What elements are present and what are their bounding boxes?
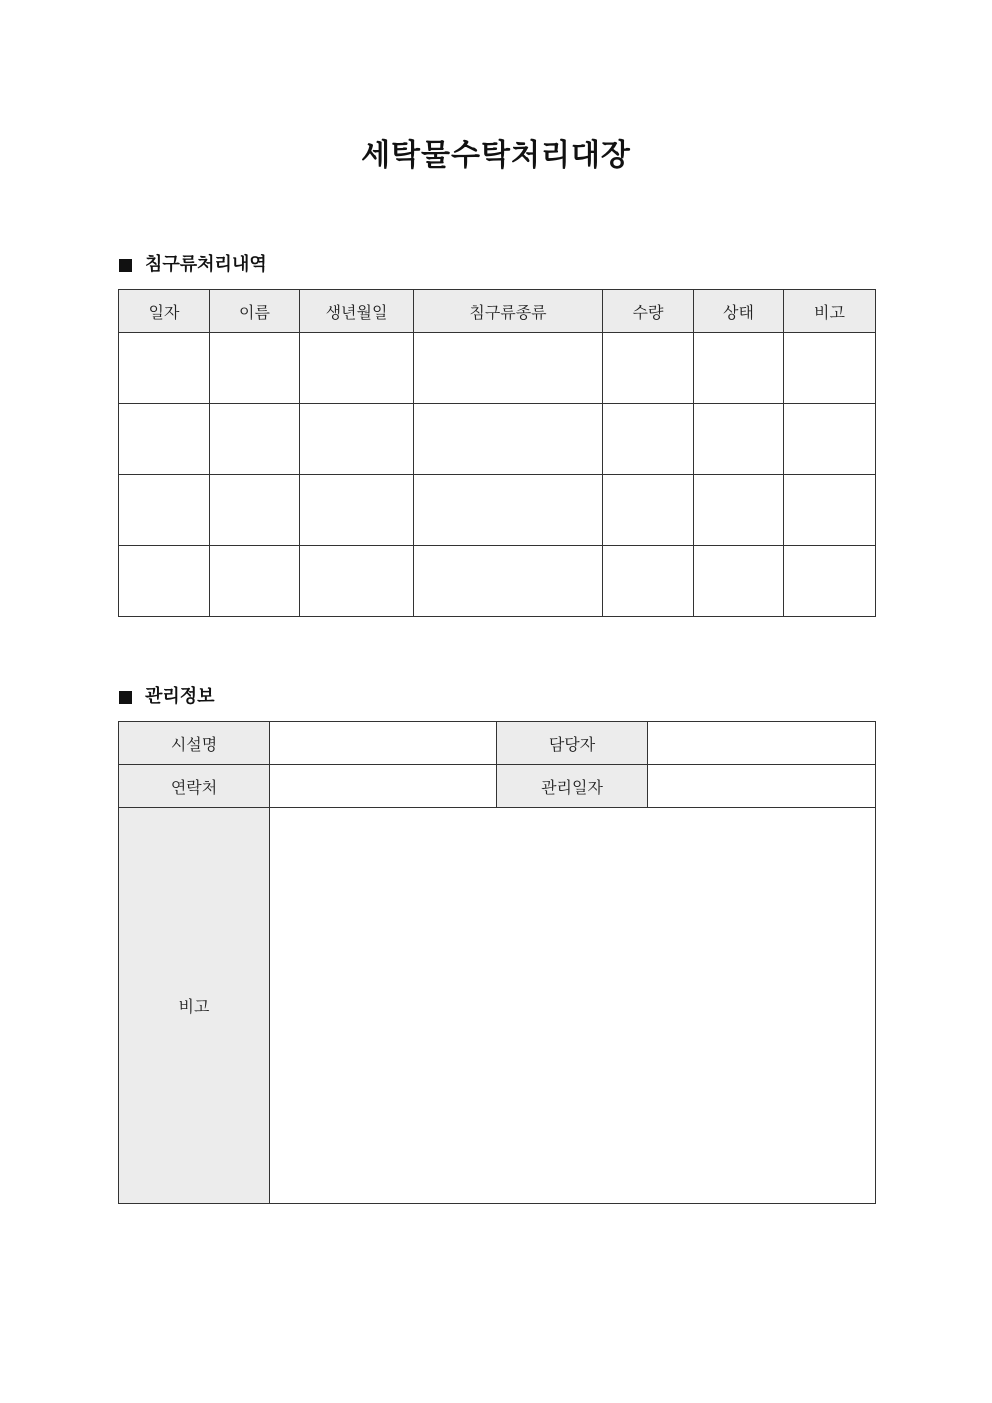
table-cell[interactable] xyxy=(414,404,603,475)
column-header-date: 일자 xyxy=(119,290,210,333)
table-cell[interactable] xyxy=(119,333,210,404)
table-cell[interactable] xyxy=(603,475,694,546)
section-heading-management xyxy=(119,685,215,709)
table-cell[interactable] xyxy=(784,475,876,546)
table-cell[interactable] xyxy=(414,333,603,404)
table-cell[interactable] xyxy=(119,546,210,617)
square-bullet-icon xyxy=(119,259,132,272)
contact-field[interactable] xyxy=(270,765,497,808)
document-title: 세탁물수탁처리대장 xyxy=(361,138,631,173)
column-header-name: 이름 xyxy=(210,290,300,333)
table-cell[interactable] xyxy=(694,404,784,475)
remarks-label: 비고 xyxy=(119,808,270,1204)
table-row xyxy=(119,722,876,765)
table-cell[interactable] xyxy=(119,404,210,475)
table-cell[interactable] xyxy=(603,404,694,475)
table-cell[interactable] xyxy=(210,404,300,475)
table-cell[interactable] xyxy=(210,546,300,617)
table-cell[interactable] xyxy=(300,404,414,475)
table-cell[interactable] xyxy=(784,333,876,404)
column-header-bedding-type: 침구류종류 xyxy=(414,290,603,333)
table-cell[interactable] xyxy=(694,475,784,546)
facility-field[interactable] xyxy=(270,722,497,765)
square-bullet-icon xyxy=(119,691,132,704)
manager-field[interactable] xyxy=(648,722,876,765)
column-header-birthdate: 생년월일 xyxy=(300,290,414,333)
contact-label: 연락처 xyxy=(119,765,270,808)
table-cell[interactable] xyxy=(119,475,210,546)
table-row xyxy=(119,475,876,546)
table-header-row xyxy=(119,290,876,333)
table-row xyxy=(119,765,876,808)
table-cell[interactable] xyxy=(210,333,300,404)
column-header-quantity: 수량 xyxy=(603,290,694,333)
table-cell[interactable] xyxy=(300,475,414,546)
table-cell[interactable] xyxy=(603,546,694,617)
manage-date-label: 관리일자 xyxy=(497,765,648,808)
table-row xyxy=(119,808,876,1204)
table-cell[interactable] xyxy=(694,546,784,617)
section-heading-bedding xyxy=(119,253,267,277)
column-header-status: 상태 xyxy=(694,290,784,333)
table-row xyxy=(119,404,876,475)
section-heading-label: 침구류처리내역 xyxy=(145,254,267,275)
section-heading-label: 관리정보 xyxy=(145,686,215,707)
table-cell[interactable] xyxy=(414,546,603,617)
manager-label: 담당자 xyxy=(497,722,648,765)
table-cell[interactable] xyxy=(694,333,784,404)
table-cell[interactable] xyxy=(210,475,300,546)
table-cell[interactable] xyxy=(414,475,603,546)
table-row xyxy=(119,546,876,617)
table-cell[interactable] xyxy=(603,333,694,404)
management-info-table xyxy=(118,721,876,1204)
manage-date-field[interactable] xyxy=(648,765,876,808)
column-header-remarks: 비고 xyxy=(784,290,876,333)
table-cell[interactable] xyxy=(784,546,876,617)
table-cell[interactable] xyxy=(300,333,414,404)
bedding-processing-table xyxy=(118,289,876,617)
table-row xyxy=(119,333,876,404)
facility-label: 시설명 xyxy=(119,722,270,765)
table-cell[interactable] xyxy=(784,404,876,475)
table-cell[interactable] xyxy=(300,546,414,617)
remarks-field[interactable] xyxy=(270,808,876,1204)
